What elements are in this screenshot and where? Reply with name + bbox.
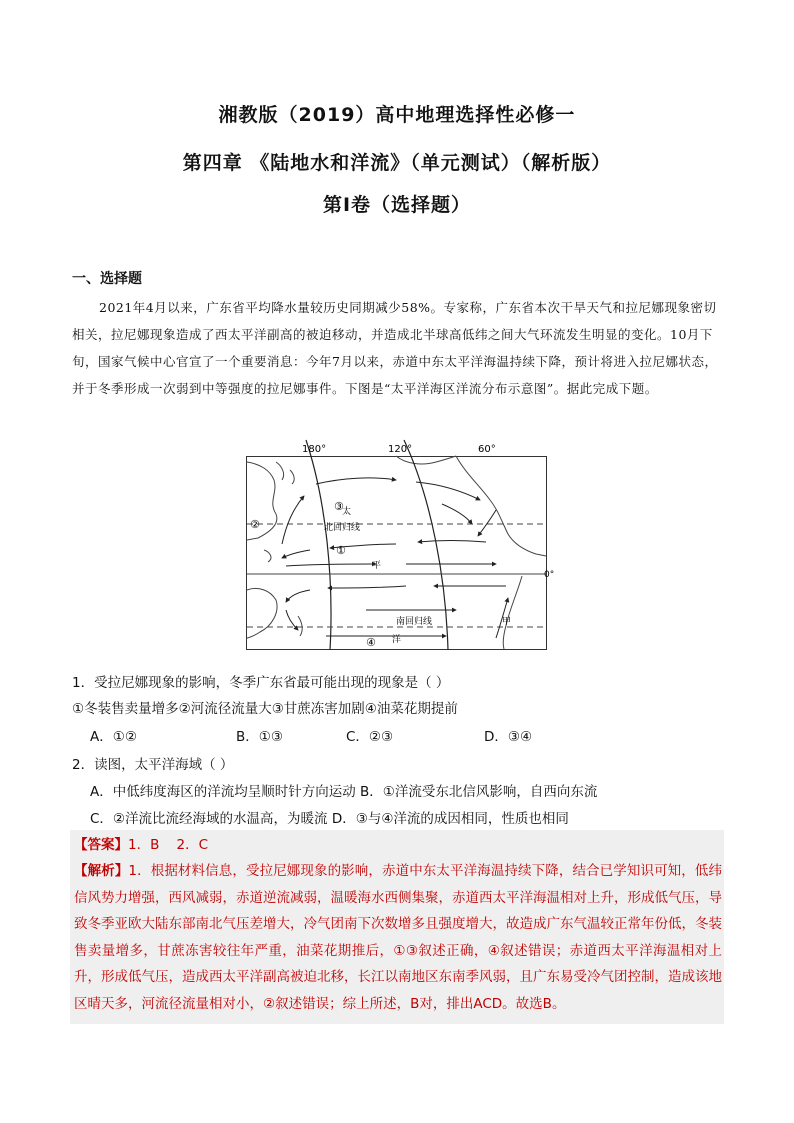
label-ping: 平 xyxy=(372,561,382,571)
answer-text: 1．B 2．C xyxy=(128,837,209,853)
current-label-1: ① xyxy=(336,544,346,557)
analysis-text: 1．根据材料信息，受拉尼娜现象的影响，赤道中东太平洋海温持续下降，结合已学知识可知，低纬信风势力增强，西风减弱，赤道逆流减弱，温暖海水西侧集聚，赤道西太平洋海温相对上升，形成低气压，导致冬季亚欧大陆东部南北气压差增大，冷气团南下次数增多且强度增大，故造成广东气温较正常年份低，冬装售卖量增多，甘蔗冻害较往年严重，油菜花期推后，①③叙述正确，④叙述错误；赤道西太平洋海温相对上升，形成低气压，造成西太平洋副高被迫北移，长江以南地区东南季风弱，且广东易受冷气团控制，造成该地区晴天多，河流径流量相对小，②叙述错误；综上所述，B对，排出ACD。故选B。 xyxy=(74,863,722,1012)
question-1-stem: 1．受拉尼娜现象的影响，冬季广东省最可能出现的现象是（ ） xyxy=(72,675,450,691)
label-tropic-cancer: 北回归线 xyxy=(324,523,361,533)
question-2-options-ab: A．中低纬度海区的洋流均呈顺时针方向运动 B．①洋流受东北信风影响，自西向东流 xyxy=(90,784,598,800)
equator-label: 0° xyxy=(544,570,555,580)
section-heading: 一、选择题 xyxy=(72,271,142,287)
question-1-items: ①冬装售卖量增多②河流径流量大③甘蔗冻害加剧④油菜花期提前 xyxy=(72,701,458,717)
label-yang: 洋 xyxy=(392,635,402,645)
passage-text: 2021年4月以来，广东省平均降水量较历史同期减少58%。专家称，广东省本次干旱天气和拉尼娜现象密切相关，拉尼娜现象造成了西太平洋副高的被迫移动，并造成北半球高低纬之间大气环流发生明显的变化。10月下旬，国家气候中心官宣了一个重要消息：今年7月以来，赤道中东太平洋海温持续下降，预计将进入拉尼娜状态，并于冬季形成一次弱到中等强度的拉尼娜事件。下图是“太平洋海区洋流分布示意图”。据此完成下题。 xyxy=(72,300,718,396)
answer-line xyxy=(74,833,208,853)
question-1-option-b: B．①③ xyxy=(236,729,283,745)
question-1-option-c: C．②③ xyxy=(346,729,394,745)
volume-title: 第Ⅰ卷（选择题） xyxy=(322,194,472,216)
pacific-current-map xyxy=(246,440,555,650)
document-title: 湘教版（2019）高中地理选择性必修一 xyxy=(218,104,576,126)
label-tropic-capricorn: 南回归线 xyxy=(396,617,433,627)
analysis-paragraph xyxy=(74,858,722,1017)
lon-label-180: 180° xyxy=(302,444,327,455)
current-label-4: ④ xyxy=(366,636,376,649)
answer-label: 【答案】 xyxy=(74,837,128,853)
question-1-option-d: D．③④ xyxy=(484,729,533,745)
question-1-option-a: A．①② xyxy=(90,729,137,745)
question-2-stem: 2．读图，太平洋海域（ ） xyxy=(72,757,234,773)
question-2-options-cd: C．②洋流比流经海域的水温高，为暖流 D．③与④洋流的成因相同，性质也相同 xyxy=(90,811,569,827)
analysis-label: 【解析】 xyxy=(74,863,129,879)
current-label-2: ② xyxy=(250,518,260,531)
lon-label-120: 120° xyxy=(388,444,413,455)
chapter-title: 第四章 《陆地水和洋流》（单元测试）（解析版） xyxy=(182,152,612,174)
current-label-3: ③ xyxy=(334,500,344,513)
label-jia: 甲 xyxy=(502,617,512,627)
lon-label-60: 60° xyxy=(478,444,496,455)
label-tai: 太 xyxy=(342,507,352,517)
